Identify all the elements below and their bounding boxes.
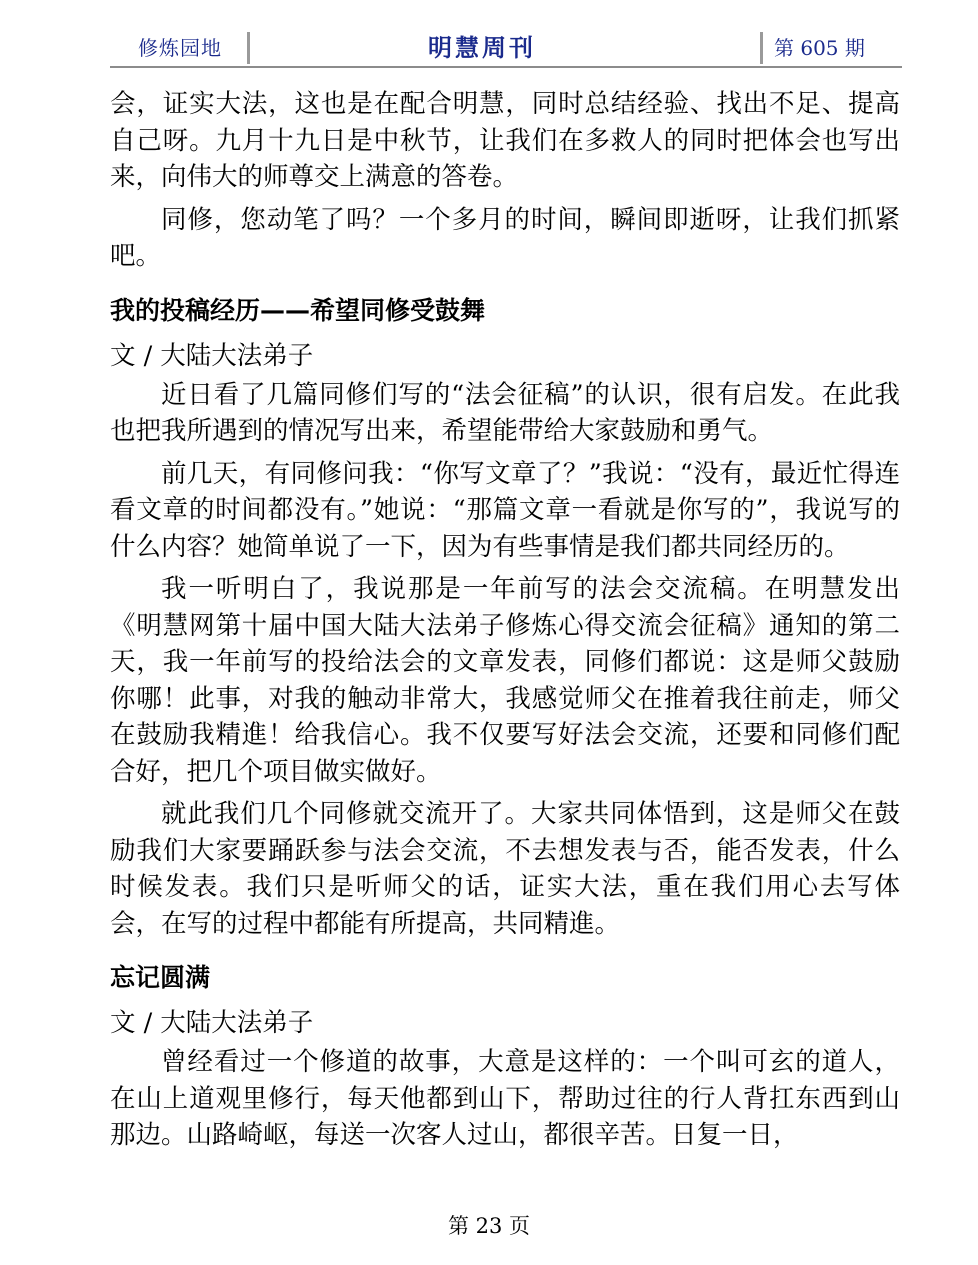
article-byline: 文 / 大陆大法弟子: [110, 1008, 314, 1038]
page-number: 第 23 页: [447, 1214, 531, 1238]
header-divider-left: [247, 32, 250, 64]
page-header: [110, 28, 902, 66]
header-divider-right: [760, 32, 763, 64]
article-paragraph: 曾经看过一个修道的故事，大意是这样的：一个叫可玄的道人，在山上道观里修行，每天他都到山下，帮助过往的行人背扛东西到山那边。山路崎岖，每送一次客人过山，都很辛苦。日复一日，: [110, 1047, 900, 1150]
intro-paragraph: 同修，您动笔了吗？一个多月的时间，瞬间即逝呀，让我们抓紧吧。: [110, 204, 900, 271]
article-paragraph: 我一听明白了，我说那是一年前写的法会交流稿。在明慧发出《明慧网第十届中国大陆大法弟子修炼心得交流会征稿》通知的第二天，我一年前写的投给法会的文章发表，同修们都说：这是师父鼓励你哪！此事，对我的触动非常大，我感觉师父在推着我往前走，师父在鼓励我精進！给我信心。我不仅要写好法会交流，还要和同修们配合好，把几个项目做实做好。: [110, 574, 900, 787]
header-issue-number: 第 605 期: [774, 36, 865, 60]
header-section-name: 修炼园地: [138, 36, 222, 60]
article-paragraph: 近日看了几篇同修们写的“法会征稿”的认识，很有启发。在此我也把我所遇到的情况写出来，希望能带给大家鼓励和勇气。: [110, 379, 900, 446]
article-paragraph: 就此我们几个同修就交流开了。大家共同体悟到，这是师父在鼓励我们大家要踊跃参与法会交流，不去想发表与否，能否发表，什么时候发表。我们只是听师父的话，证实大法，重在我们用心去写体会，在写的过程中都能有所提高，共同精進。: [110, 799, 900, 939]
page-content: [110, 86, 900, 1154]
article-byline: 文 / 大陆大法弟子: [110, 340, 314, 371]
article-title: 我的投稿经历——希望同修受鼓舞: [110, 295, 486, 325]
article-paragraph: 前几天，有同修问我：“你写文章了？”我说：“没有，最近忙得连看文章的时间都没有。”她说：“那篇文章一看就是你写的”，我说写的什么内容？她简单说了一下，因为有些事情是我们都共同经历的。: [110, 458, 900, 562]
header-publication-title: 明慧周刊: [428, 33, 536, 62]
header-rule: [110, 66, 902, 68]
article-title: 忘记圆满: [110, 963, 211, 992]
intro-paragraph: 会，证实大法，这也是在配合明慧，同时总结经验、找出不足、提高自己呀。九月十九日是中秋节，让我们在多救人的同时把体会也写出来，向伟大的师尊交上满意的答卷。: [110, 89, 900, 192]
